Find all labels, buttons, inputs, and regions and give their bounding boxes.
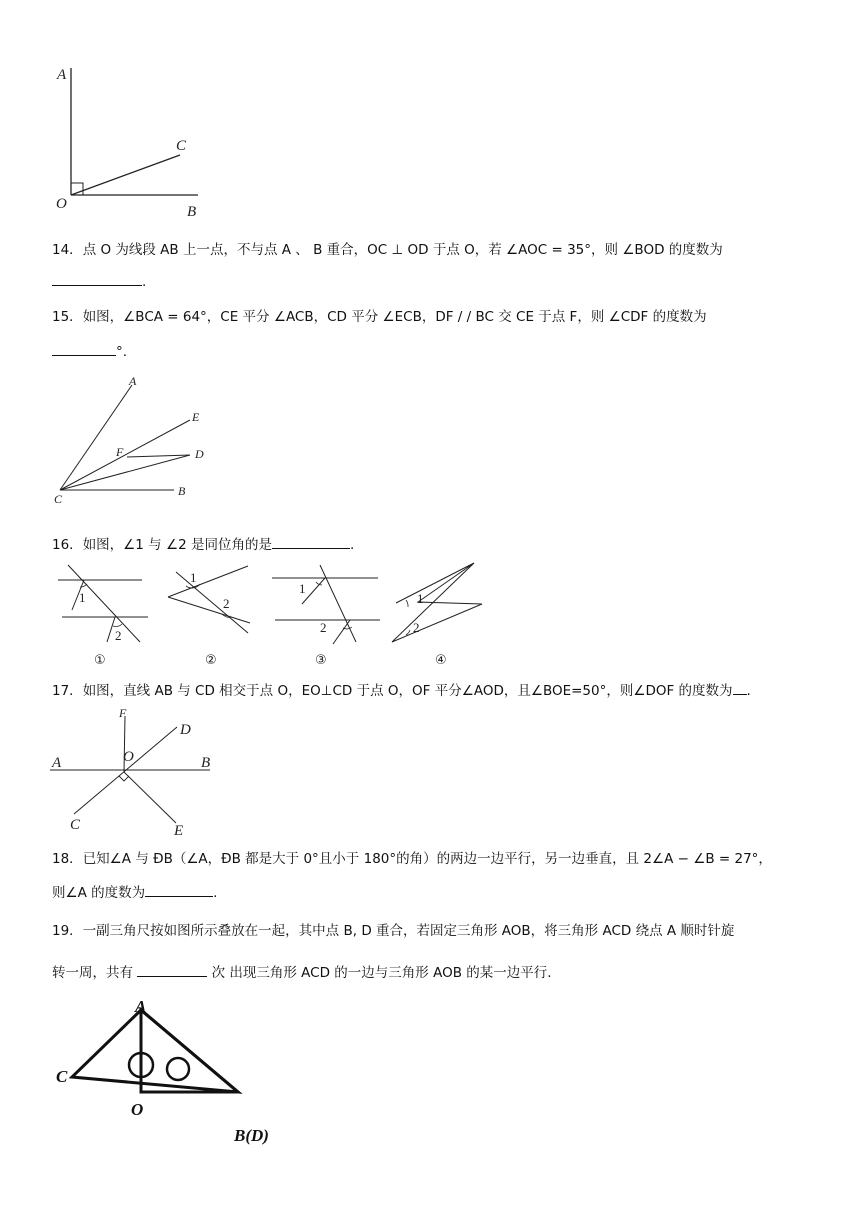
label-B: B xyxy=(201,755,211,771)
question-15-answer-line xyxy=(52,341,812,361)
question-tail: . xyxy=(349,537,355,553)
answer-blank[interactable] xyxy=(52,271,142,286)
label-O: O xyxy=(131,1100,144,1119)
question-18 xyxy=(52,850,812,868)
label-O: O xyxy=(56,196,67,212)
angle-1-label: 1 xyxy=(190,570,197,585)
angle-2-label: 2 xyxy=(320,620,327,635)
label-B: B xyxy=(178,484,186,498)
question-number: 17． xyxy=(52,683,83,699)
question-19-line-2 xyxy=(52,962,812,982)
question-text: 如图，直线 AB 与 CD 相交于点 O，EO⊥CD 于点 O，OF 平分∠AOD，且∠BOE=50°，则∠DOF 的度数为 xyxy=(82,683,733,699)
figure-q16 xyxy=(50,560,500,670)
label-C: C xyxy=(54,492,63,504)
figure-q17 xyxy=(50,702,225,838)
label-A: A xyxy=(52,755,62,771)
question-tail: . xyxy=(142,274,147,290)
label-C: C xyxy=(176,138,187,154)
label-F: F xyxy=(116,445,124,459)
angle-1-label: 1 xyxy=(299,581,306,596)
angle-1-label: 1 xyxy=(79,590,86,605)
subfigure-1 xyxy=(58,565,148,668)
figure-q19 xyxy=(50,996,290,1156)
question-number: 15． xyxy=(52,309,83,325)
angle-2-label: 2 xyxy=(223,596,230,611)
angle-1-label: 1 xyxy=(417,591,424,606)
label-A: A xyxy=(129,374,137,388)
angle-2-label: 2 xyxy=(413,620,420,635)
caption-2: ② xyxy=(205,653,217,668)
label-A: A xyxy=(135,997,147,1016)
question-number: 14． xyxy=(52,242,83,258)
answer-blank[interactable] xyxy=(145,882,213,897)
question-text-line-2: 则∠A 的度数为 xyxy=(52,885,146,901)
question-14 xyxy=(52,241,812,259)
question-16 xyxy=(52,534,812,554)
label-D: D xyxy=(195,447,204,461)
question-19 xyxy=(52,922,812,940)
answer-blank[interactable] xyxy=(52,341,116,356)
question-tail: °. xyxy=(116,344,128,360)
label-B: B xyxy=(187,204,197,220)
question-text: 已知∠A 与 ÐB（∠A，ÐB 都是大于 0°且小于 180°的角）的两边一边平行，另一边垂直，且 2∠A − ∠B = 27°， xyxy=(82,851,772,867)
label-O: O xyxy=(123,749,134,765)
question-text-line-2-pre: 转一周，共有 xyxy=(52,965,133,981)
question-number: 18． xyxy=(52,851,83,867)
caption-4: ④ xyxy=(435,653,447,668)
label-C: C xyxy=(70,817,81,833)
question-text: 一副三角尺按如图所示叠放在一起，其中点 B, D 重合，若固定三角形 AOB，将三角形 ACD 绕点 A 顺时针旋 xyxy=(82,923,735,939)
question-14-answer-line xyxy=(52,271,812,291)
question-tail: . xyxy=(746,683,751,699)
caption-3: ③ xyxy=(315,653,327,668)
label-F: F xyxy=(119,706,127,720)
label-E: E xyxy=(192,410,200,424)
subfigure-2 xyxy=(168,566,250,668)
question-text: 点 O 为线段 AB 上一点，不与点 A 、 B 重合，OC ⊥ OD 于点 O，若 ∠AOC = 35°，则 ∠BOD 的度数为 xyxy=(82,242,723,258)
label-A: A xyxy=(57,67,67,83)
label-D: D xyxy=(180,722,191,738)
question-18-line-2 xyxy=(52,882,812,902)
answer-blank[interactable] xyxy=(733,680,747,695)
answer-blank[interactable] xyxy=(137,962,207,977)
label-E: E xyxy=(174,823,184,838)
question-17 xyxy=(52,680,812,700)
figure-q15 xyxy=(50,372,220,504)
answer-blank[interactable] xyxy=(272,534,350,549)
question-text: 如图，∠1 与 ∠2 是同位角的是 xyxy=(82,537,272,553)
figure-q13 xyxy=(50,62,220,222)
label-C: C xyxy=(56,1067,68,1086)
question-number: 16． xyxy=(52,537,83,553)
question-number: 19． xyxy=(52,923,83,939)
angle-2-label: 2 xyxy=(115,628,122,643)
question-15 xyxy=(52,308,812,326)
caption-1: ① xyxy=(94,653,106,668)
question-tail: . xyxy=(213,885,218,901)
question-text-line-2-post: 次 出现三角形 ACD 的一边与三角形 AOB 的某一边平行. xyxy=(211,965,552,981)
question-text: 如图，∠BCA = 64°，CE 平分 ∠ACB，CD 平分 ∠ECB，DF / / BC 交 CE 于点 F，则 ∠CDF 的度数为 xyxy=(82,309,707,325)
subfigure-4 xyxy=(392,563,482,668)
subfigure-3 xyxy=(272,565,380,668)
label-BD: B(D) xyxy=(234,1126,269,1145)
